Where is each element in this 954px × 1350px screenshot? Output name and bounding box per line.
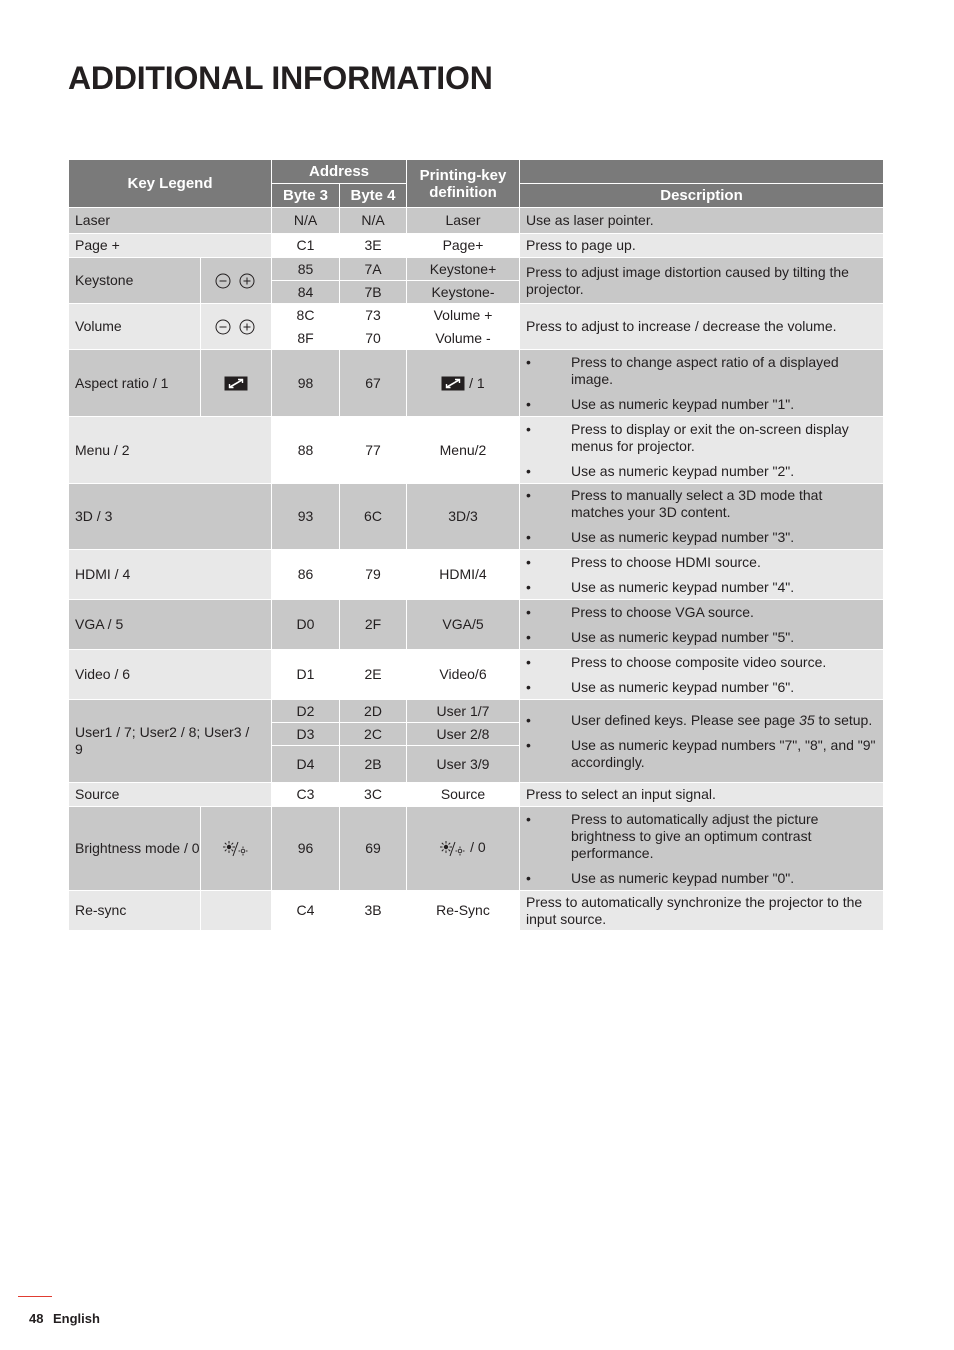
brightness-mode-icon [201, 807, 272, 891]
key-definition: Page+ [407, 234, 520, 258]
header-address: Address [272, 160, 407, 184]
key-definition: VGA/5 [407, 600, 520, 650]
description-bullet: • Press to choose VGA source. [526, 604, 877, 621]
byte4-value: 3B [340, 891, 407, 931]
byte3-value: 8C [272, 304, 340, 327]
byte3-value: 98 [272, 350, 340, 417]
key-definition: User 1/7 [407, 700, 520, 723]
byte3-value: D1 [272, 650, 340, 700]
header-byte4: Byte 4 [340, 184, 407, 208]
table-row [69, 258, 884, 281]
byte4-value: N/A [340, 208, 407, 234]
key-definition: Volume - [407, 327, 520, 350]
key-definition: Keystone+ [407, 258, 520, 281]
table-row [69, 550, 884, 600]
byte3-value: C1 [272, 234, 340, 258]
key-definition: Laser [407, 208, 520, 234]
description-bullet: • Use as numeric keypad number "4". [526, 579, 877, 596]
byte3-value: 88 [272, 417, 340, 484]
bullet-text: to setup. [814, 711, 873, 728]
table-row [69, 783, 884, 807]
key-name: Aspect ratio / 1 [69, 350, 201, 417]
key-description: Press to adjust image distortion caused by tilting the projector. [520, 258, 884, 304]
byte4-value: 69 [340, 807, 407, 891]
byte3-value: 86 [272, 550, 340, 600]
header-byte3: Byte 3 [272, 184, 340, 208]
footer-accent-line [18, 1296, 52, 1297]
key-description: Press to automatically synchronize the projector to the input source. [520, 891, 884, 931]
page-reference: 35 [799, 711, 815, 728]
key-name: Video / 6 [69, 650, 272, 700]
table-row [69, 650, 884, 700]
description-bullet [526, 712, 877, 729]
description-bullet: • Press to manually select a 3D mode that matches your 3D content. [526, 487, 877, 521]
description-bullet: • Press to choose HDMI source. [526, 554, 877, 571]
header-key-legend: Key Legend [69, 160, 272, 208]
table-row [69, 417, 884, 484]
key-description: Press to page up. [520, 234, 884, 258]
key-definition: Menu/2 [407, 417, 520, 484]
key-name: Page + [69, 234, 272, 258]
key-description: Use as laser pointer. [520, 208, 884, 234]
key-description [520, 650, 884, 700]
description-bullet: • Use as numeric keypad number "2". [526, 463, 877, 480]
key-name: Brightness mode / 0 [69, 807, 201, 891]
byte3-value: 8F [272, 327, 340, 350]
key-description: Press to adjust to increase / decrease the volume. [520, 304, 884, 350]
byte3-value: 96 [272, 807, 340, 891]
table-row [69, 700, 884, 723]
table-row [69, 484, 884, 550]
description-bullet: • Use as numeric keypad number "6". [526, 679, 877, 696]
page-title: ADDITIONAL INFORMATION [68, 60, 493, 96]
aspect-ratio-icon [201, 350, 272, 417]
table-row [69, 208, 884, 234]
key-definition: Volume + [407, 304, 520, 327]
page-number: 48 [29, 1311, 44, 1326]
key-name: Keystone [69, 258, 201, 304]
byte3-value: D0 [272, 600, 340, 650]
byte3-value: 84 [272, 281, 340, 304]
table-row [69, 600, 884, 650]
byte4-value: 2C [340, 723, 407, 746]
key-name: Source [69, 783, 272, 807]
table-row [69, 234, 884, 258]
key-definition: User 2/8 [407, 723, 520, 746]
key-definition: Keystone- [407, 281, 520, 304]
key-name: User1 / 7; User2 / 8; User3 / 9 [69, 700, 272, 783]
key-description [520, 807, 884, 891]
byte3-value: N/A [272, 208, 340, 234]
table-row [69, 807, 884, 891]
key-name: 3D / 3 [69, 484, 272, 550]
bullet-text: User defined keys. Please see page [571, 711, 800, 728]
description-bullet: • Use as numeric keypad number "1". [526, 396, 877, 413]
key-definition: 3D/3 [407, 484, 520, 550]
key-definition: User 3/9 [407, 746, 520, 783]
key-name: Menu / 2 [69, 417, 272, 484]
aspect-ratio-icon [441, 376, 465, 391]
key-definition [407, 350, 520, 417]
key-icon-empty [201, 891, 272, 931]
minus-plus-icon [201, 304, 272, 350]
description-bullet: • Use as numeric keypad numbers "7", "8", and "9" accordingly. [526, 737, 877, 771]
byte4-value: 79 [340, 550, 407, 600]
byte3-value: 93 [272, 484, 340, 550]
key-name: HDMI / 4 [69, 550, 272, 600]
byte4-value: 3C [340, 783, 407, 807]
description-bullet: • Use as numeric keypad number "3". [526, 529, 877, 546]
byte3-value: C4 [272, 891, 340, 931]
header-description: Description [520, 184, 884, 208]
key-definition: Re-Sync [407, 891, 520, 931]
byte4-value: 77 [340, 417, 407, 484]
key-definition: Video/6 [407, 650, 520, 700]
key-description: Press to select an input signal. [520, 783, 884, 807]
byte4-value: 67 [340, 350, 407, 417]
byte4-value: 70 [340, 327, 407, 350]
byte3-value: D2 [272, 700, 340, 723]
key-name: Laser [69, 208, 272, 234]
key-name: Re-sync [69, 891, 201, 931]
header-blank [520, 160, 884, 184]
byte4-value: 3E [340, 234, 407, 258]
key-name: Volume [69, 304, 201, 350]
key-description [520, 550, 884, 600]
byte3-value: D4 [272, 746, 340, 783]
byte4-value: 2E [340, 650, 407, 700]
description-bullet: • Press to choose composite video source. [526, 654, 877, 671]
key-definition-text: / 0 [470, 839, 486, 856]
description-bullet: • Use as numeric keypad number "0". [526, 870, 877, 887]
table-row [69, 304, 884, 327]
key-name: VGA / 5 [69, 600, 272, 650]
byte3-value: C3 [272, 783, 340, 807]
table-row [69, 891, 884, 931]
description-bullet: • Use as numeric keypad number "5". [526, 629, 877, 646]
key-definition-text: / 1 [469, 374, 485, 391]
byte3-value: 85 [272, 258, 340, 281]
byte3-value: D3 [272, 723, 340, 746]
byte4-value: 73 [340, 304, 407, 327]
description-bullet: • Press to display or exit the on-screen display menus for projector. [526, 421, 877, 455]
key-definition: HDMI/4 [407, 550, 520, 600]
byte4-value: 7B [340, 281, 407, 304]
key-description [520, 417, 884, 484]
byte4-value: 6C [340, 484, 407, 550]
byte4-value: 2D [340, 700, 407, 723]
key-legend-table [68, 159, 884, 931]
key-description [520, 700, 884, 783]
description-bullet: • Press to change aspect ratio of a displayed image. [526, 354, 877, 388]
key-definition [407, 807, 520, 891]
byte4-value: 7A [340, 258, 407, 281]
minus-plus-icon [201, 258, 272, 304]
description-bullet: • Press to automatically adjust the picture brightness to give an optimum contrast performance. [526, 811, 877, 862]
key-description [520, 484, 884, 550]
brightness-mode-icon [440, 840, 466, 858]
key-definition: Source [407, 783, 520, 807]
page-language: English [53, 1311, 100, 1326]
table-row [69, 350, 884, 417]
key-description [520, 600, 884, 650]
byte4-value: 2B [340, 746, 407, 783]
header-printing-key: Printing-key definition [407, 160, 520, 208]
key-description [520, 350, 884, 417]
byte4-value: 2F [340, 600, 407, 650]
